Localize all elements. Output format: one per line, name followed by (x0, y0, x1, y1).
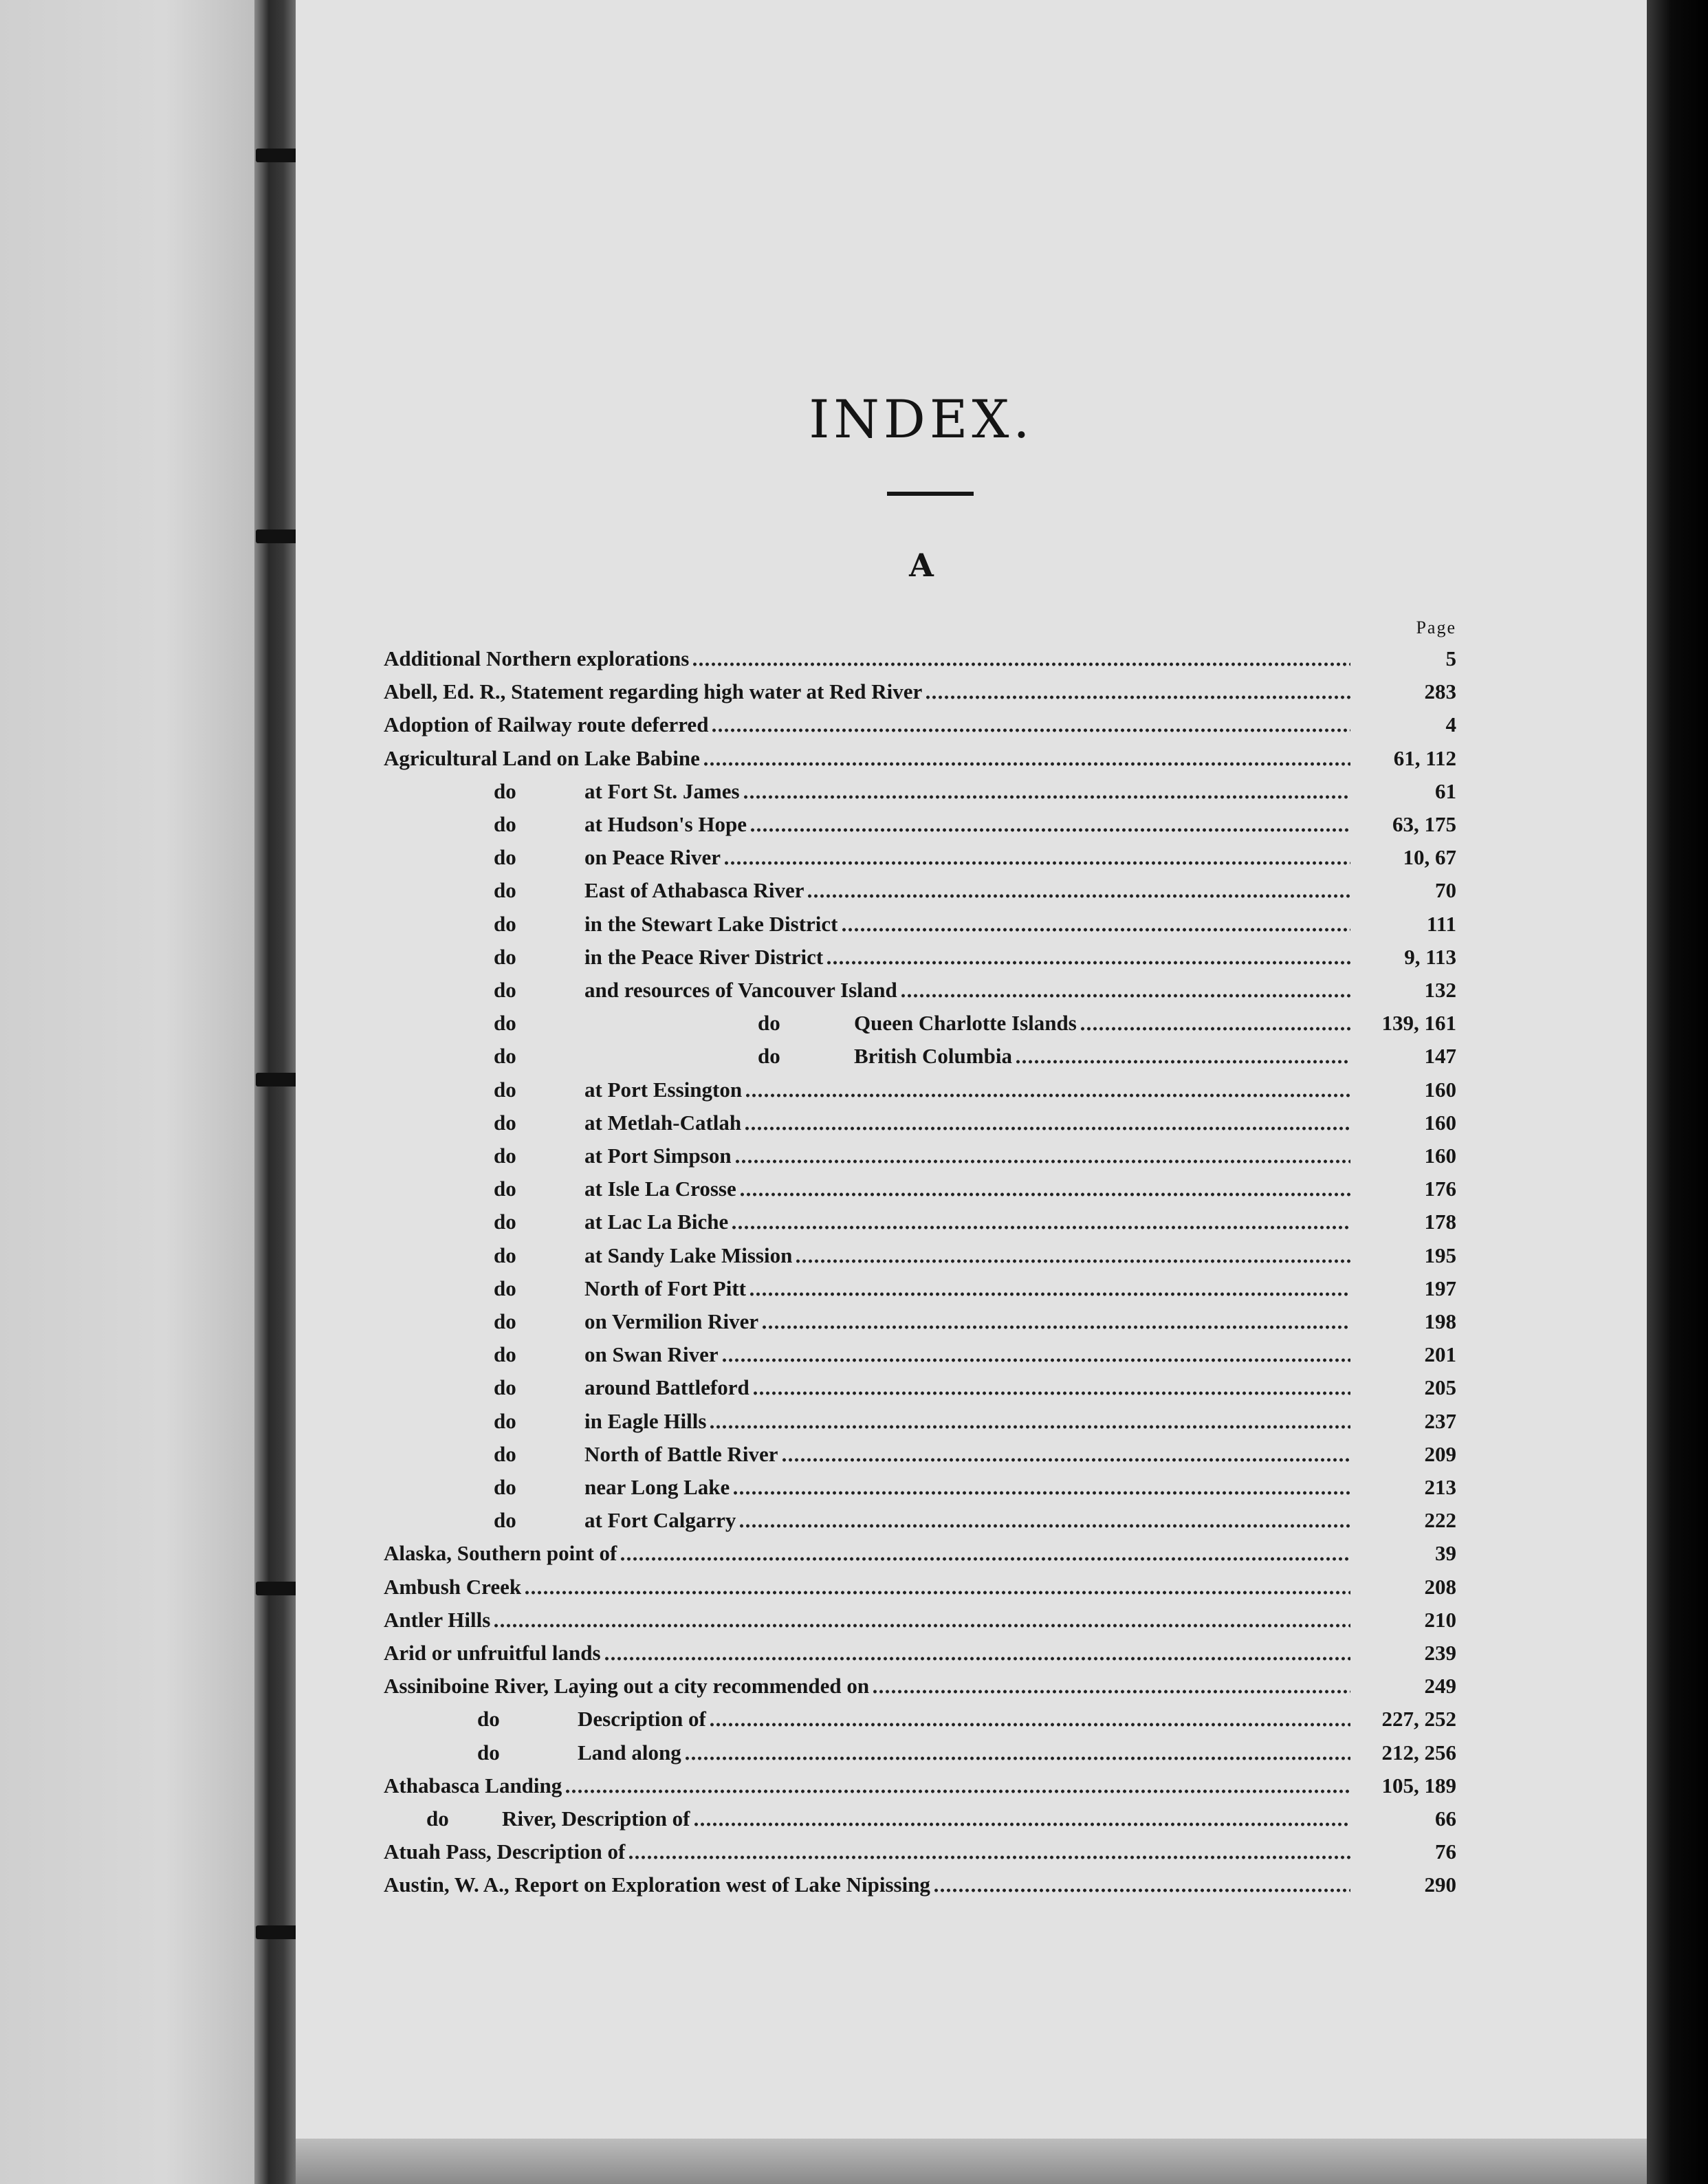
entry-text: Land along (578, 1740, 681, 1765)
index-entry (384, 1835, 1456, 1868)
dot-leader (524, 1591, 1350, 1595)
entry-page-number: 249 (1424, 1674, 1456, 1698)
index-entry (384, 1670, 1456, 1703)
dot-leader (709, 1425, 1350, 1429)
section-letter: A (909, 547, 934, 584)
index-entry (384, 1139, 1456, 1172)
entry-page-number: 198 (1424, 1309, 1456, 1333)
index-entry (384, 1371, 1456, 1404)
dot-leader (731, 1225, 1350, 1230)
entry-text: Atuah Pass, Description of (384, 1839, 626, 1864)
index-entry (384, 1703, 1456, 1736)
entry-text: East of Athabasca River (584, 878, 804, 902)
index-entry (384, 841, 1456, 874)
ditto-mark: do (494, 1442, 516, 1466)
dot-leader (743, 795, 1350, 799)
dot-leader (781, 1458, 1351, 1462)
dot-leader (1015, 1060, 1350, 1064)
index-entry (384, 1106, 1456, 1139)
ditto-mark: do (494, 812, 516, 836)
ditto-mark: do (494, 1243, 516, 1267)
entry-page-number: 160 (1424, 1111, 1456, 1135)
dot-leader (703, 762, 1350, 766)
ditto-mark: do (494, 1409, 516, 1433)
ditto-mark: do (494, 878, 516, 902)
dot-leader (841, 928, 1351, 932)
ditto-mark: do (477, 1740, 500, 1765)
entry-page-number: 76 (1435, 1839, 1456, 1864)
entry-page-number: 227, 252 (1381, 1707, 1456, 1731)
entry-page-number: 61, 112 (1393, 746, 1456, 770)
sub-ditto-mark: do (758, 1011, 780, 1035)
entry-text: at Sandy Lake Mission (584, 1243, 793, 1267)
entry-page-number: 160 (1424, 1078, 1456, 1102)
entry-text: at Port Simpson (584, 1144, 732, 1168)
dot-leader (1080, 1027, 1350, 1031)
dot-leader (620, 1557, 1350, 1561)
ditto-mark: do (494, 1475, 516, 1499)
index-entry (384, 1604, 1456, 1637)
entry-page-number: 237 (1424, 1409, 1456, 1433)
entry-text: Assiniboine River, Laying out a city recommended on (384, 1674, 870, 1698)
dot-leader (628, 1855, 1350, 1859)
dot-leader (738, 1524, 1350, 1528)
index-entry (384, 1305, 1456, 1338)
index-entry (384, 1073, 1456, 1106)
entry-page-number: 290 (1424, 1872, 1456, 1897)
entry-page-number: 63, 175 (1392, 812, 1456, 836)
dot-leader (826, 961, 1350, 965)
entry-page-number: 132 (1424, 978, 1456, 1002)
dot-leader (723, 861, 1350, 865)
ditto-mark: do (494, 1078, 516, 1102)
dot-leader (795, 1259, 1350, 1263)
dot-leader (732, 1491, 1350, 1495)
entry-text: Description of (578, 1707, 706, 1731)
index-entry (384, 708, 1456, 741)
ditto-mark: do (494, 1276, 516, 1300)
dot-leader (807, 894, 1350, 898)
entry-text: at Hudson's Hope (584, 812, 747, 836)
index-entry (384, 1571, 1456, 1604)
index-entry (384, 1438, 1456, 1471)
index-entry (384, 1471, 1456, 1504)
entry-page-number: 197 (1424, 1276, 1456, 1300)
dot-leader (872, 1690, 1350, 1694)
entry-text: Antler Hills (384, 1608, 491, 1632)
dot-leader (692, 662, 1350, 666)
entry-text: Austin, W. A., Report on Exploration west of Lake Nipissing (384, 1872, 930, 1897)
entry-text: in Eagle Hills (584, 1409, 707, 1433)
index-entry (384, 1239, 1456, 1272)
entry-text: Abell, Ed. R., Statement regarding high water at Red River (384, 679, 923, 703)
entry-text: and resources of Vancouver Island (584, 978, 897, 1002)
entry-page-number: 66 (1435, 1806, 1456, 1831)
dot-leader (900, 994, 1350, 998)
ditto-mark: do (494, 1375, 516, 1399)
entry-page-number: 283 (1424, 679, 1456, 703)
index-entry (384, 1405, 1456, 1438)
dot-leader (721, 1358, 1350, 1362)
dot-leader (752, 1391, 1350, 1395)
dot-leader (749, 828, 1350, 832)
entry-page-number: 139, 161 (1381, 1011, 1456, 1035)
entry-page-number: 176 (1424, 1177, 1456, 1201)
entry-text: Ambush Creek (384, 1575, 522, 1599)
entry-page-number: 208 (1424, 1575, 1456, 1599)
index-entry (384, 1537, 1456, 1570)
entry-page-number: 160 (1424, 1144, 1456, 1168)
ditto-mark: do (426, 1806, 449, 1831)
entry-text: Queen Charlotte Islands (854, 1011, 1077, 1035)
entry-text: on Swan River (584, 1342, 719, 1366)
dot-leader (604, 1657, 1350, 1661)
entry-text: Additional Northern explorations (384, 646, 690, 670)
entry-text: at Fort Calgarry (584, 1508, 736, 1532)
page-title: INDEX. (809, 389, 1034, 450)
entry-text: North of Battle River (584, 1442, 778, 1466)
index-entry (384, 1338, 1456, 1371)
entry-text: Adoption of Railway route deferred (384, 712, 709, 736)
index-entry (384, 1504, 1456, 1537)
entry-page-number: 213 (1424, 1475, 1456, 1499)
entry-page-number: 111 (1426, 912, 1456, 936)
entry-text: in the Peace River District (584, 945, 824, 969)
sub-ditto-mark: do (758, 1044, 780, 1068)
entry-text: at Fort St. James (584, 779, 740, 803)
index-entry (384, 1802, 1456, 1835)
entry-text: British Columbia (854, 1044, 1012, 1068)
ditto-mark: do (494, 1177, 516, 1201)
entry-page-number: 4 (1445, 712, 1456, 736)
entry-text: River, Description of (502, 1806, 690, 1831)
dot-leader (734, 1159, 1350, 1164)
entry-page-number: 210 (1424, 1608, 1456, 1632)
ditto-mark: do (494, 1111, 516, 1135)
index-entry (384, 974, 1456, 1007)
entry-page-number: 239 (1424, 1641, 1456, 1665)
index-entry (384, 1172, 1456, 1205)
index-entry (384, 675, 1456, 708)
dot-leader (739, 1192, 1350, 1197)
index-entry (384, 808, 1456, 841)
index-entry (384, 1272, 1456, 1305)
ditto-mark: do (494, 912, 516, 936)
dot-leader (749, 1292, 1350, 1296)
entry-text: on Vermilion River (584, 1309, 759, 1333)
entry-page-number: 212, 256 (1381, 1740, 1456, 1765)
entry-page-number: 5 (1445, 646, 1456, 670)
dot-leader (925, 695, 1350, 699)
ditto-mark: do (477, 1707, 500, 1731)
entry-page-number: 195 (1424, 1243, 1456, 1267)
entry-text: at Isle La Crosse (584, 1177, 736, 1201)
entry-text: Agricultural Land on Lake Babine (384, 746, 700, 770)
index-entry (384, 1007, 1456, 1040)
entry-page-number: 147 (1424, 1044, 1456, 1068)
entry-text: in the Stewart Lake District (584, 912, 838, 936)
entry-text: Alaska, Southern point of (384, 1541, 617, 1565)
entry-text: at Lac La Biche (584, 1210, 729, 1234)
entry-text: near Long Lake (584, 1475, 730, 1499)
ditto-mark: do (494, 1508, 516, 1532)
ditto-mark: do (494, 1144, 516, 1168)
dot-leader (565, 1789, 1350, 1793)
index-entry (384, 1205, 1456, 1238)
entry-page-number: 205 (1424, 1375, 1456, 1399)
index-entry (384, 1769, 1456, 1802)
index-entry (384, 642, 1456, 675)
entry-page-number: 222 (1424, 1508, 1456, 1532)
entry-page-number: 70 (1435, 878, 1456, 902)
entry-text: Athabasca Landing (384, 1773, 562, 1798)
dot-leader (745, 1093, 1350, 1098)
entry-page-number: 105, 189 (1381, 1773, 1456, 1798)
index-entry (384, 874, 1456, 907)
entry-text: at Metlah-Catlah (584, 1111, 742, 1135)
dot-leader (709, 1723, 1350, 1727)
index-entry (384, 1637, 1456, 1670)
dot-leader (693, 1822, 1350, 1826)
index-entry (384, 775, 1456, 808)
entry-page-number: 39 (1435, 1541, 1456, 1565)
ditto-mark: do (494, 1210, 516, 1234)
entry-text: at Port Essington (584, 1078, 743, 1102)
dot-leader (933, 1888, 1350, 1892)
index-entry (384, 908, 1456, 941)
index-entry (384, 742, 1456, 775)
ditto-mark: do (494, 1342, 516, 1366)
ditto-mark: do (494, 1044, 516, 1068)
entry-page-number: 201 (1424, 1342, 1456, 1366)
index-entry (384, 1040, 1456, 1073)
ditto-mark: do (494, 1011, 516, 1035)
entry-text: on Peace River (584, 845, 721, 869)
ditto-mark: do (494, 945, 516, 969)
dot-leader (744, 1126, 1350, 1131)
page-column-header: Page (1416, 618, 1456, 637)
ditto-mark: do (494, 978, 516, 1002)
entry-page-number: 10, 67 (1403, 845, 1456, 869)
ditto-mark: do (494, 1309, 516, 1333)
dot-leader (684, 1756, 1350, 1760)
dot-leader (761, 1325, 1350, 1329)
dot-leader (493, 1624, 1350, 1628)
entry-text: around Battleford (584, 1375, 749, 1399)
entry-text: Arid or unfruitful lands (384, 1641, 601, 1665)
entry-page-number: 61 (1435, 779, 1456, 803)
entry-page-number: 9, 113 (1404, 945, 1456, 969)
index-entry (384, 941, 1456, 974)
index-entry (384, 1868, 1456, 1901)
ditto-mark: do (494, 845, 516, 869)
ditto-mark: do (494, 779, 516, 803)
entry-page-number: 178 (1424, 1210, 1456, 1234)
entry-text: North of Fort Pitt (584, 1276, 746, 1300)
entry-page-number: 209 (1424, 1442, 1456, 1466)
index-entry (384, 1736, 1456, 1769)
dot-leader (711, 728, 1350, 732)
